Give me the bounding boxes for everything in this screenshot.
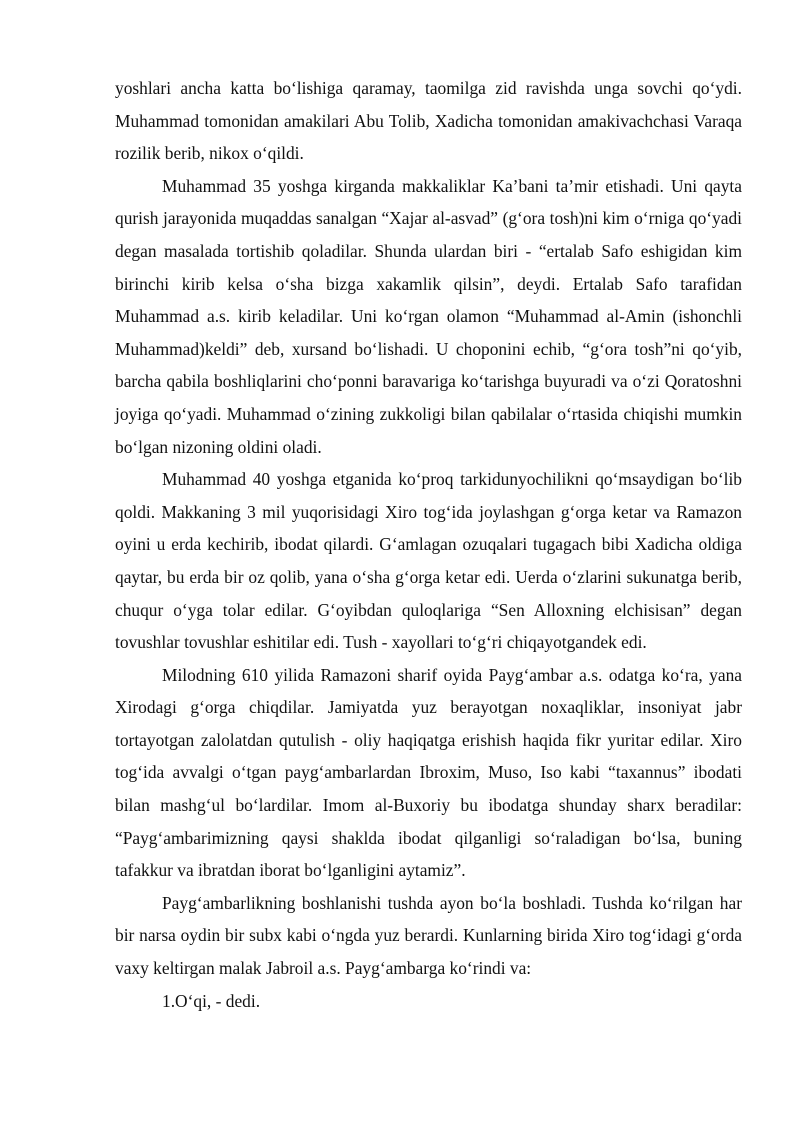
document-page [115, 72, 742, 1017]
paragraph-hira-retreat: Muhammad 40 yoshga etganida koʻproq tarkidunyochilikni qoʻmsaydigan boʻlib qoldi. Makkaning 3 mil yuqorisidagi Xiro togʻida joylashgan gʻorga ketar va Ramazon oyini u erda kechirib, ibodat qilardi. Gʻamlagan ozuqalari tugagach bibi Xadicha oldiga qaytar, bu erda bir oz qolib, yana oʻsha gʻorga ketar edi. Uerda oʻzlarini sukunatga berib, chuqur oʻyga tolar edilar. Gʻoyibdan quloqlariga “Sen Alloxning elchisisan” degan tovushlar tovushlar eshitilar edi. Tush - xayollari toʻgʻri chiqayotgandek edi. [115, 469, 742, 653]
paragraph-prophethood-begins: Paygʻambarlikning boshlanishi tushda ayon boʻla boshladi. Tushda koʻrilgan har bir narsa oydin bir subx kabi oʻngda yuz berardi. Kunlarning birida Xiro togʻidagi gʻorda vaxy keltirgan malak Jabroil a.s. Paygʻambarga koʻrindi va: [115, 892, 742, 979]
paragraph-marriage: yoshlari ancha katta boʻlishiga qaramay, taomilga zid ravishda unga sovchi qoʻydi. Muhammad tomonidan amakilari Abu Tolib, Xadicha tomonidan amakivachchasi Varaqa rozilik berib, nikox oʻqildi. [115, 78, 742, 164]
paragraph-read-command: 1.Oʻqi, - dedi. [162, 990, 261, 1011]
paragraph-black-stone: Muhammad 35 yoshga kirganda makkaliklar Ka’bani ta’mir etishadi. Uni qayta qurish jarayonida muqaddas sanalgan “Xajar al-asvad” (gʻora tosh)ni kim oʻrniga qoʻyadi degan masalada tortishib qoladilar. Shunda ulardan biri - “ertalab Safo eshigidan kim birinchi kirib kelsa oʻsha bizga xakamlik qilsin”, deydi. Ertalab Safo tarafidan Muhammad a.s. kirib keladilar. Uni koʻrgan olamon “Muhammad al-Amin (ishonchli Muhammad)keldi” deb, xursand boʻlishadi. U choponini echib, “gʻora tosh”ni qoʻyib, barcha qabila boshliqlarini choʻponni baravariga koʻtarishga buyuradi va oʻzi Qoratoshni joyiga qoʻyadi. Muhammad oʻzining zukkoligi bilan qabilalar oʻrtasida chiqishi mumkin boʻlgan nizoning oldini oladi. [115, 175, 742, 457]
paragraph-year-610: Milodning 610 yilida Ramazoni sharif oyida Paygʻambar a.s. odatga koʻra, yana Xirodagi gʻorga chiqdilar. Jamiyatda yuz berayotgan noxaqliklar, insoniyat jabr tortayotgan zalolatdan qutulish - oliy haqiqatga erishish haqida fikr yuritar edilar. Xiro togʻida avvalgi oʻtgan paygʻambarlardan Ibroxim, Muso, Iso kabi “taxannus” ibodati bilan mashgʻul boʻlardilar. Imom al-Buxoriy bu ibodatga shunday sharx beradilar: “Paygʻambarimizning qaysi shaklda ibodat qilganligi soʻraladigan boʻlsa, buning tafakkur va ibratdan iborat boʻlganligini aytamiz”. [115, 664, 742, 881]
